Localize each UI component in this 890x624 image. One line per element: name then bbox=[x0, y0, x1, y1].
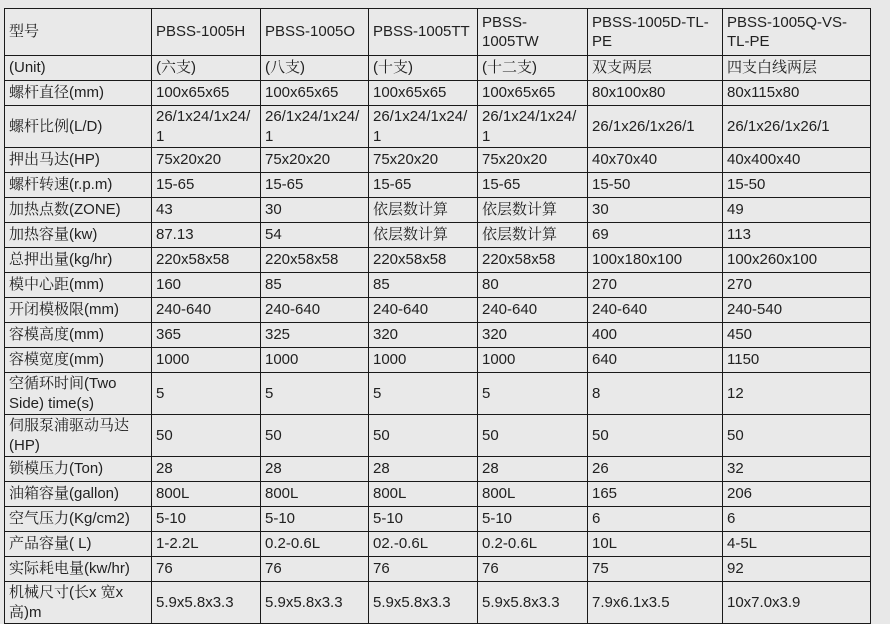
spec-cell: 5.9x5.8x3.3 bbox=[369, 582, 478, 624]
table-row bbox=[5, 557, 871, 582]
spec-cell: 5-10 bbox=[478, 507, 588, 532]
spec-cell: 50 bbox=[478, 415, 588, 457]
spec-cell: 76 bbox=[478, 557, 588, 582]
table-row bbox=[5, 507, 871, 532]
spec-cell: 5 bbox=[261, 373, 369, 415]
spec-cell: 76 bbox=[152, 557, 261, 582]
spec-cell: 450 bbox=[723, 323, 871, 348]
spec-cell: 8 bbox=[588, 373, 723, 415]
spec-cell: 28 bbox=[261, 457, 369, 482]
spec-cell: 26/1x24/1x24/1 bbox=[152, 106, 261, 148]
spec-cell: 30 bbox=[588, 198, 723, 223]
row-label-model: 型号 bbox=[5, 9, 152, 56]
table-row bbox=[5, 482, 871, 507]
spec-cell: 双支两层 bbox=[588, 56, 723, 81]
spec-cell: 1150 bbox=[723, 348, 871, 373]
spec-cell: 270 bbox=[723, 273, 871, 298]
spec-cell: (八支) bbox=[261, 56, 369, 81]
spec-cell: 28 bbox=[152, 457, 261, 482]
row-label: 模中心距(mm) bbox=[5, 273, 152, 298]
spec-cell: 160 bbox=[152, 273, 261, 298]
spec-cell: 15-65 bbox=[369, 173, 478, 198]
spec-cell: 80 bbox=[478, 273, 588, 298]
model-header-cell: PBSS-1005D-TL-PE bbox=[588, 9, 723, 56]
table-row bbox=[5, 273, 871, 298]
spec-cell: 50 bbox=[588, 415, 723, 457]
spec-cell: 100x65x65 bbox=[261, 81, 369, 106]
spec-cell: 26/1x26/1x26/1 bbox=[588, 106, 723, 148]
row-label: 实际耗电量(kw/hr) bbox=[5, 557, 152, 582]
spec-cell: 6 bbox=[723, 507, 871, 532]
model-header-cell: PBSS-1005O bbox=[261, 9, 369, 56]
spec-cell: 5 bbox=[369, 373, 478, 415]
table-row bbox=[5, 582, 871, 624]
spec-cell: 28 bbox=[369, 457, 478, 482]
spec-cell: 依层数计算 bbox=[478, 223, 588, 248]
table-row bbox=[5, 56, 871, 81]
spec-cell: 800L bbox=[152, 482, 261, 507]
spec-cell: 100x260x100 bbox=[723, 248, 871, 273]
spec-cell: 0.2-0.6L bbox=[261, 532, 369, 557]
row-label: 空循环时间(Two Side) time(s) bbox=[5, 373, 152, 415]
spec-cell: 50 bbox=[152, 415, 261, 457]
row-label: 加热容量(kw) bbox=[5, 223, 152, 248]
table-row bbox=[5, 348, 871, 373]
spec-cell: 28 bbox=[478, 457, 588, 482]
spec-cell: 依层数计算 bbox=[478, 198, 588, 223]
table-row bbox=[5, 81, 871, 106]
spec-cell: 5.9x5.8x3.3 bbox=[478, 582, 588, 624]
spec-cell: 320 bbox=[369, 323, 478, 348]
spec-cell: 240-640 bbox=[478, 298, 588, 323]
spec-cell: 100x65x65 bbox=[152, 81, 261, 106]
spec-cell: 32 bbox=[723, 457, 871, 482]
spec-cell: 220x58x58 bbox=[152, 248, 261, 273]
spec-cell: 依层数计算 bbox=[369, 198, 478, 223]
table-row bbox=[5, 223, 871, 248]
spec-cell: 80x115x80 bbox=[723, 81, 871, 106]
spec-cell: 26 bbox=[588, 457, 723, 482]
spec-cell: 6 bbox=[588, 507, 723, 532]
spec-cell: 15-65 bbox=[478, 173, 588, 198]
spec-cell: 30 bbox=[261, 198, 369, 223]
spec-cell: 5-10 bbox=[152, 507, 261, 532]
spec-cell: 26/1x26/1x26/1 bbox=[723, 106, 871, 148]
spec-cell: (十二支) bbox=[478, 56, 588, 81]
spec-cell: 76 bbox=[261, 557, 369, 582]
row-label: (Unit) bbox=[5, 56, 152, 81]
row-label: 押出马达(HP) bbox=[5, 148, 152, 173]
spec-cell: 5 bbox=[152, 373, 261, 415]
row-label: 螺杆比例(L/D) bbox=[5, 106, 152, 148]
spec-cell: 800L bbox=[478, 482, 588, 507]
spec-cell: 02.-0.6L bbox=[369, 532, 478, 557]
spec-cell: 800L bbox=[369, 482, 478, 507]
row-label: 总押出量(kg/hr) bbox=[5, 248, 152, 273]
spec-cell: 240-640 bbox=[261, 298, 369, 323]
spec-cell: 四支白线两层 bbox=[723, 56, 871, 81]
table-row bbox=[5, 532, 871, 557]
spec-cell: 240-640 bbox=[152, 298, 261, 323]
spec-cell: 15-50 bbox=[723, 173, 871, 198]
spec-cell: 100x180x100 bbox=[588, 248, 723, 273]
spec-cell: (十支) bbox=[369, 56, 478, 81]
spec-cell: 7.9x6.1x3.5 bbox=[588, 582, 723, 624]
row-label: 油箱容量(gallon) bbox=[5, 482, 152, 507]
spec-cell: 85 bbox=[261, 273, 369, 298]
row-label: 空气压力(Kg/cm2) bbox=[5, 507, 152, 532]
table-row bbox=[5, 173, 871, 198]
table-row bbox=[5, 106, 871, 148]
model-header-cell: PBSS-1005Q-VS-TL-PE bbox=[723, 9, 871, 56]
table-row bbox=[5, 198, 871, 223]
spec-cell: 5-10 bbox=[369, 507, 478, 532]
table-header-row bbox=[5, 9, 871, 56]
spec-cell: 12 bbox=[723, 373, 871, 415]
spec-cell: 165 bbox=[588, 482, 723, 507]
spec-cell: 69 bbox=[588, 223, 723, 248]
row-label: 机械尺寸(长x 宽x 高)m bbox=[5, 582, 152, 624]
spec-cell: (六支) bbox=[152, 56, 261, 81]
model-header-cell: PBSS-1005TT bbox=[369, 9, 478, 56]
spec-cell: 240-640 bbox=[588, 298, 723, 323]
spec-cell: 400 bbox=[588, 323, 723, 348]
spec-cell: 100x65x65 bbox=[478, 81, 588, 106]
spec-cell: 220x58x58 bbox=[261, 248, 369, 273]
spec-cell: 113 bbox=[723, 223, 871, 248]
spec-cell: 640 bbox=[588, 348, 723, 373]
row-label: 螺杆直径(mm) bbox=[5, 81, 152, 106]
model-header-cell: PBSS-1005H bbox=[152, 9, 261, 56]
spec-cell: 76 bbox=[369, 557, 478, 582]
spec-cell: 325 bbox=[261, 323, 369, 348]
spec-cell: 54 bbox=[261, 223, 369, 248]
spec-cell: 270 bbox=[588, 273, 723, 298]
spec-cell: 10x7.0x3.9 bbox=[723, 582, 871, 624]
spec-cell: 87.13 bbox=[152, 223, 261, 248]
model-header-cell: PBSS-1005TW bbox=[478, 9, 588, 56]
spec-cell: 43 bbox=[152, 198, 261, 223]
spec-cell: 15-65 bbox=[261, 173, 369, 198]
row-label: 容模高度(mm) bbox=[5, 323, 152, 348]
table-row bbox=[5, 298, 871, 323]
spec-cell: 1000 bbox=[369, 348, 478, 373]
spec-cell: 75x20x20 bbox=[261, 148, 369, 173]
spec-cell: 40x400x40 bbox=[723, 148, 871, 173]
spec-cell: 49 bbox=[723, 198, 871, 223]
spec-cell: 15-50 bbox=[588, 173, 723, 198]
spec-cell: 365 bbox=[152, 323, 261, 348]
spec-cell: 26/1x24/1x24/1 bbox=[369, 106, 478, 148]
row-label: 开闭模极限(mm) bbox=[5, 298, 152, 323]
spec-cell: 50 bbox=[723, 415, 871, 457]
spec-cell: 50 bbox=[369, 415, 478, 457]
spec-cell: 5.9x5.8x3.3 bbox=[152, 582, 261, 624]
row-label: 锁模压力(Ton) bbox=[5, 457, 152, 482]
row-label: 加热点数(ZONE) bbox=[5, 198, 152, 223]
row-label: 螺杆转速(r.p.m) bbox=[5, 173, 152, 198]
spec-cell: 4-5L bbox=[723, 532, 871, 557]
spec-cell: 75x20x20 bbox=[152, 148, 261, 173]
spec-cell: 80x100x80 bbox=[588, 81, 723, 106]
spec-cell: 240-540 bbox=[723, 298, 871, 323]
spec-table-body bbox=[5, 9, 871, 624]
spec-cell: 5 bbox=[478, 373, 588, 415]
table-row bbox=[5, 457, 871, 482]
spec-cell: 10L bbox=[588, 532, 723, 557]
spec-cell: 0.2-0.6L bbox=[478, 532, 588, 557]
spec-cell: 40x70x40 bbox=[588, 148, 723, 173]
spec-cell: 85 bbox=[369, 273, 478, 298]
spec-cell: 5.9x5.8x3.3 bbox=[261, 582, 369, 624]
spec-cell: 800L bbox=[261, 482, 369, 507]
spec-cell: 75 bbox=[588, 557, 723, 582]
spec-cell: 50 bbox=[261, 415, 369, 457]
spec-cell: 15-65 bbox=[152, 173, 261, 198]
spec-cell: 1000 bbox=[261, 348, 369, 373]
spec-cell: 320 bbox=[478, 323, 588, 348]
spec-cell: 75x20x20 bbox=[478, 148, 588, 173]
spec-cell: 26/1x24/1x24/1 bbox=[478, 106, 588, 148]
spec-cell: 26/1x24/1x24/1 bbox=[261, 106, 369, 148]
table-row bbox=[5, 373, 871, 415]
spec-cell: 1-2.2L bbox=[152, 532, 261, 557]
spec-cell: 220x58x58 bbox=[478, 248, 588, 273]
machine-spec-table bbox=[4, 8, 871, 624]
spec-cell: 5-10 bbox=[261, 507, 369, 532]
spec-cell: 依层数计算 bbox=[369, 223, 478, 248]
spec-cell: 220x58x58 bbox=[369, 248, 478, 273]
spec-cell: 240-640 bbox=[369, 298, 478, 323]
spec-cell: 92 bbox=[723, 557, 871, 582]
table-row bbox=[5, 323, 871, 348]
spec-cell: 1000 bbox=[152, 348, 261, 373]
spec-cell: 1000 bbox=[478, 348, 588, 373]
row-label: 伺服泵浦驱动马达(HP) bbox=[5, 415, 152, 457]
table-row bbox=[5, 415, 871, 457]
spec-cell: 75x20x20 bbox=[369, 148, 478, 173]
table-row bbox=[5, 148, 871, 173]
table-row bbox=[5, 248, 871, 273]
row-label: 产品容量( L) bbox=[5, 532, 152, 557]
spec-cell: 206 bbox=[723, 482, 871, 507]
spec-cell: 100x65x65 bbox=[369, 81, 478, 106]
row-label: 容模宽度(mm) bbox=[5, 348, 152, 373]
